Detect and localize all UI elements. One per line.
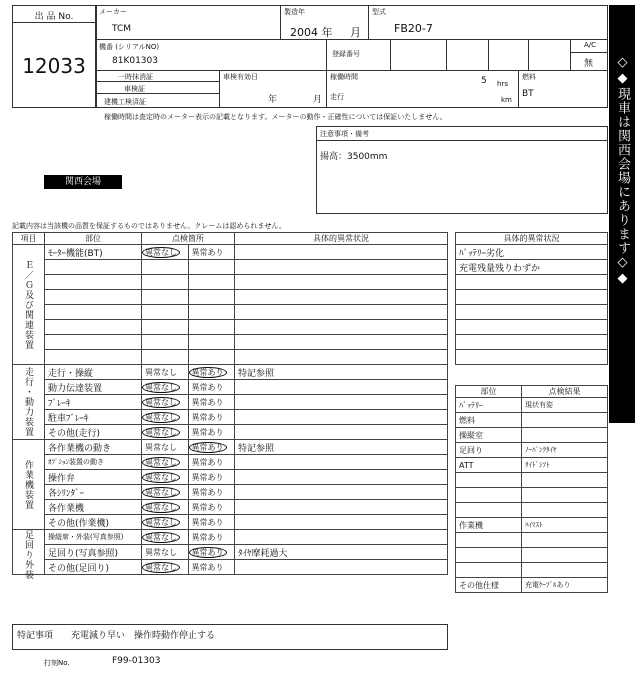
check-ok: 異常なし bbox=[145, 442, 177, 452]
detail-cell bbox=[235, 500, 448, 515]
table-row bbox=[13, 365, 448, 380]
maker-value: TCM bbox=[112, 24, 132, 34]
check-ng-cell bbox=[188, 395, 235, 410]
right-result-row bbox=[456, 398, 608, 413]
right-detail-cell bbox=[456, 305, 608, 320]
section-label: 足回り外装 bbox=[13, 530, 45, 575]
part-cell bbox=[45, 275, 142, 290]
right-part-cell bbox=[456, 503, 522, 518]
km-label: 走行 bbox=[330, 93, 344, 101]
special-box bbox=[12, 624, 448, 650]
year-value: 2004 年 bbox=[290, 26, 333, 39]
check-ok-cell bbox=[142, 395, 189, 410]
right-detail-row bbox=[456, 290, 608, 305]
check-ng: 異常あり bbox=[191, 502, 224, 512]
right-part-cell: その他仕様 bbox=[456, 578, 522, 593]
check-ng-cell bbox=[188, 530, 235, 545]
right-detail-header: 具体的異常状況 bbox=[456, 233, 608, 245]
detail-cell bbox=[235, 320, 448, 335]
part-cell: 操縦席・外装(写真参照) bbox=[45, 530, 142, 545]
inspection-year: 年 bbox=[268, 95, 278, 105]
part-cell: その他(作業機) bbox=[45, 515, 142, 530]
check-ok-cell bbox=[142, 410, 189, 425]
right-part-cell: 足回り bbox=[456, 443, 522, 458]
right-part-cell: 燃料 bbox=[456, 413, 522, 428]
part-cell: その他(走行) bbox=[45, 425, 142, 440]
right-result-cell: 充電ｹｰﾌﾞﾙあり bbox=[522, 578, 608, 593]
check-ng-cell bbox=[188, 470, 235, 485]
table-row bbox=[13, 395, 448, 410]
check-ok-cell bbox=[142, 275, 189, 290]
right-detail-row bbox=[456, 260, 608, 275]
right-detail-cell bbox=[456, 350, 608, 365]
right-result-cell bbox=[522, 473, 608, 488]
right-detail-row bbox=[456, 335, 608, 350]
special-label: 特記事項 bbox=[17, 631, 54, 641]
check-ng-cell bbox=[188, 410, 235, 425]
part-cell: 各作業機の動き bbox=[45, 440, 142, 455]
col-item: 項目 bbox=[13, 233, 45, 245]
right-result-cell bbox=[522, 503, 608, 518]
check-ok-cell bbox=[142, 320, 189, 335]
col-check: 点検箇所 bbox=[142, 233, 235, 245]
check-ok-cell bbox=[142, 455, 189, 470]
right-detail-cell bbox=[456, 290, 608, 305]
detail-cell bbox=[235, 260, 448, 275]
check-ng: 異常あり bbox=[191, 562, 224, 572]
table-row bbox=[13, 380, 448, 395]
check-ok-cell bbox=[142, 470, 189, 485]
detail-cell bbox=[235, 515, 448, 530]
check-ng-cell bbox=[188, 290, 235, 305]
right-result-row bbox=[456, 563, 608, 578]
detail-cell bbox=[235, 350, 448, 365]
table-row bbox=[13, 515, 448, 530]
check-ng: 異常あり bbox=[191, 412, 224, 422]
check-ok: 異常なし bbox=[142, 487, 180, 498]
detail-cell bbox=[235, 305, 448, 320]
table-row bbox=[13, 560, 448, 575]
part-cell: 各作業機 bbox=[45, 500, 142, 515]
right-detail-row bbox=[456, 245, 608, 260]
right-result-cell bbox=[522, 413, 608, 428]
check-ng: 異常あり bbox=[189, 442, 227, 453]
check-ng-cell bbox=[188, 440, 235, 455]
right-part-cell bbox=[456, 563, 522, 578]
check-ok-cell bbox=[142, 365, 189, 380]
part-cell: 走行・操縦 bbox=[45, 365, 142, 380]
stamp-label: 打刻No. bbox=[44, 659, 70, 667]
table-row bbox=[13, 455, 448, 470]
right-result-row bbox=[456, 503, 608, 518]
right-result-cell bbox=[522, 563, 608, 578]
month-unit: 月 bbox=[350, 26, 361, 39]
detail-cell bbox=[235, 485, 448, 500]
right-part-cell bbox=[456, 473, 522, 488]
right-result-row bbox=[456, 488, 608, 503]
table-row bbox=[13, 425, 448, 440]
part-cell: 足回り(写真参照) bbox=[45, 545, 142, 560]
right-detail-cell: ﾊﾞｯﾃﾘｰ劣化 bbox=[456, 245, 608, 260]
cert-construction: 建機工検済証 bbox=[104, 98, 146, 106]
check-ok-cell bbox=[142, 290, 189, 305]
fuel-label: 燃料 bbox=[522, 73, 536, 81]
check-ok-cell bbox=[142, 425, 189, 440]
detail-cell bbox=[235, 290, 448, 305]
part-cell bbox=[45, 305, 142, 320]
check-ng-cell bbox=[188, 500, 235, 515]
check-ok: 異常なし bbox=[142, 427, 180, 438]
check-ng: 異常あり bbox=[191, 382, 224, 392]
venue-label: 関西会場 bbox=[44, 175, 122, 189]
check-ok: 異常なし bbox=[142, 412, 180, 423]
check-ng-cell bbox=[188, 350, 235, 365]
section-label: 作業機装置 bbox=[13, 440, 45, 530]
check-ng: 異常あり bbox=[191, 487, 224, 497]
check-ng-cell bbox=[188, 275, 235, 290]
table-row bbox=[13, 320, 448, 335]
right-result-cell: ｻｲﾄﾞｼﾌﾄ bbox=[522, 458, 608, 473]
check-ng: 異常あり bbox=[191, 457, 224, 467]
check-ok-cell bbox=[142, 485, 189, 500]
right-result-row bbox=[456, 443, 608, 458]
table-row bbox=[13, 290, 448, 305]
check-ok: 異常なし bbox=[142, 472, 180, 483]
right-col-part: 部位 bbox=[456, 386, 522, 398]
ac-value: 無 bbox=[584, 59, 594, 69]
right-detail-cell bbox=[456, 320, 608, 335]
check-ok-cell bbox=[142, 305, 189, 320]
detail-cell bbox=[235, 410, 448, 425]
right-result-row bbox=[456, 413, 608, 428]
check-ng-cell bbox=[188, 515, 235, 530]
table-row bbox=[13, 335, 448, 350]
check-ok: 異常なし bbox=[142, 397, 180, 408]
year-label: 製造年 bbox=[284, 8, 305, 16]
check-ok: 異常なし bbox=[145, 367, 177, 377]
part-cell bbox=[45, 290, 142, 305]
detail-cell bbox=[235, 560, 448, 575]
check-ng-cell bbox=[188, 545, 235, 560]
check-ok: 異常なし bbox=[145, 547, 177, 557]
check-ng: 異常あり bbox=[191, 427, 224, 437]
right-part-cell: ATT bbox=[456, 458, 522, 473]
check-ok-cell bbox=[142, 440, 189, 455]
right-result-cell bbox=[522, 488, 608, 503]
check-ng-cell bbox=[188, 335, 235, 350]
check-ok: 異常なし bbox=[142, 502, 180, 513]
right-part-cell bbox=[456, 488, 522, 503]
model-value: FB20-7 bbox=[394, 22, 433, 35]
right-detail-row bbox=[456, 350, 608, 365]
check-ok-cell bbox=[142, 545, 189, 560]
check-ng-cell bbox=[188, 365, 235, 380]
right-result-cell bbox=[522, 428, 608, 443]
table-row bbox=[13, 350, 448, 365]
part-cell: 各ｼﾘﾝﾀﾞｰ bbox=[45, 485, 142, 500]
notes-label: 注意事項・備考 bbox=[320, 130, 369, 138]
lot-number: 12033 bbox=[22, 54, 86, 78]
detail-cell bbox=[235, 275, 448, 290]
disclaimer: 記載内容は当該機の品質を保証するものではありません。クレームは認められません。 bbox=[12, 222, 286, 230]
check-ng: 異常あり bbox=[191, 472, 224, 482]
check-ng: 異常あり bbox=[191, 532, 224, 542]
section-label: 走行・動力装置 bbox=[13, 365, 45, 440]
check-ok: 異常なし bbox=[142, 457, 180, 468]
notes-value: 揚高：3500mm bbox=[320, 152, 388, 162]
detail-cell bbox=[235, 395, 448, 410]
special-value: 充電減り早い 操作時動作停止する bbox=[71, 631, 216, 641]
check-ng-cell bbox=[188, 455, 235, 470]
right-result-table bbox=[455, 385, 608, 593]
side-banner bbox=[609, 5, 635, 423]
check-ng-cell bbox=[188, 305, 235, 320]
check-ok-cell bbox=[142, 380, 189, 395]
right-result-cell: 現状有姿 bbox=[522, 398, 608, 413]
right-result-row bbox=[456, 518, 608, 533]
check-ng-cell bbox=[188, 245, 235, 260]
detail-cell bbox=[235, 335, 448, 350]
check-ok: 異常なし bbox=[142, 247, 180, 258]
right-detail-cell: 充電残量残りわずか bbox=[456, 260, 608, 275]
right-detail-row bbox=[456, 275, 608, 290]
right-detail-cell bbox=[456, 335, 608, 350]
side-banner-text: ◇◆現車は関西会場にあります◇◆ bbox=[615, 55, 630, 287]
table-row bbox=[13, 485, 448, 500]
table-row bbox=[13, 440, 448, 455]
detail-cell bbox=[235, 530, 448, 545]
right-part-cell bbox=[456, 548, 522, 563]
part-cell: ﾌﾞﾚｰｷ bbox=[45, 395, 142, 410]
check-ok-cell bbox=[142, 350, 189, 365]
check-ng: 異常あり bbox=[191, 247, 224, 257]
part-cell bbox=[45, 320, 142, 335]
right-part-cell bbox=[456, 533, 522, 548]
col-detail: 具体的異常状況 bbox=[235, 233, 448, 245]
right-part-cell: ﾊﾞｯﾃﾘｰ bbox=[456, 398, 522, 413]
check-ok-cell bbox=[142, 530, 189, 545]
part-cell: ﾓｰﾀｰ機能(BT) bbox=[45, 245, 142, 260]
right-part-cell: 操縦室 bbox=[456, 428, 522, 443]
hours-value: 5 bbox=[481, 76, 487, 86]
right-result-cell bbox=[522, 533, 608, 548]
hours-label: 稼働時間 bbox=[330, 73, 358, 81]
maker-label: メーカー bbox=[99, 8, 127, 16]
detail-cell: ﾀｲﾔ摩耗過大 bbox=[235, 545, 448, 560]
part-cell: ｵﾌﾟｼｮﾝ装置の動き bbox=[45, 455, 142, 470]
stamp-value: F99-01303 bbox=[112, 656, 161, 666]
inspection-label: 車検有効日 bbox=[223, 73, 258, 81]
part-cell: 動力伝達装置 bbox=[45, 380, 142, 395]
detail-cell bbox=[235, 380, 448, 395]
table-row bbox=[13, 545, 448, 560]
table-row bbox=[13, 410, 448, 425]
detail-cell: 特記参照 bbox=[235, 440, 448, 455]
check-ng-cell bbox=[188, 380, 235, 395]
right-part-cell: 作業機 bbox=[456, 518, 522, 533]
part-cell: その他(足回り) bbox=[45, 560, 142, 575]
table-row bbox=[13, 245, 448, 260]
detail-cell bbox=[235, 425, 448, 440]
check-ok-cell bbox=[142, 335, 189, 350]
part-cell: 操作弁 bbox=[45, 470, 142, 485]
right-detail-row bbox=[456, 305, 608, 320]
km-unit: km bbox=[501, 96, 512, 104]
check-ng-cell bbox=[188, 560, 235, 575]
part-cell: 駐車ﾌﾞﾚｰｷ bbox=[45, 410, 142, 425]
right-detail-row bbox=[456, 320, 608, 335]
detail-cell bbox=[235, 245, 448, 260]
section-label: Ｅ／Ｇ及び関連装置 bbox=[13, 245, 45, 365]
check-ok-cell bbox=[142, 500, 189, 515]
check-ng-cell bbox=[188, 485, 235, 500]
fuel-value: BT bbox=[522, 89, 534, 99]
reg-label: 登録番号 bbox=[332, 50, 360, 58]
inspection-month: 月 bbox=[313, 95, 323, 105]
detail-cell: 特記参照 bbox=[235, 365, 448, 380]
check-ok-cell bbox=[142, 245, 189, 260]
right-detail-table bbox=[455, 232, 608, 365]
table-row bbox=[13, 260, 448, 275]
table-row bbox=[13, 275, 448, 290]
hours-unit: hrs bbox=[497, 80, 508, 88]
check-ng-cell bbox=[188, 425, 235, 440]
check-ok-cell bbox=[142, 260, 189, 275]
check-ok: 異常なし bbox=[142, 382, 180, 393]
right-result-row bbox=[456, 533, 608, 548]
right-result-row bbox=[456, 458, 608, 473]
check-ng: 異常あり bbox=[189, 367, 227, 378]
right-result-cell: ﾉｰﾊﾟﾝｸﾀｲﾔ bbox=[522, 443, 608, 458]
right-result-row bbox=[456, 473, 608, 488]
check-ok-cell bbox=[142, 515, 189, 530]
inspection-table bbox=[12, 232, 448, 580]
check-ok: 異常なし bbox=[142, 517, 180, 528]
cert-temp-cancel: 一時抹消証 bbox=[118, 73, 153, 81]
model-label: 型式 bbox=[372, 8, 386, 16]
right-result-row bbox=[456, 428, 608, 443]
check-ng-cell bbox=[188, 320, 235, 335]
part-cell bbox=[45, 335, 142, 350]
check-ng: 異常あり bbox=[191, 397, 224, 407]
detail-cell bbox=[235, 455, 448, 470]
right-detail-cell bbox=[456, 275, 608, 290]
right-result-cell: ﾊｲﾏｽﾄ bbox=[522, 518, 608, 533]
lot-label: 出 品 No. bbox=[34, 12, 74, 22]
check-ok-cell bbox=[142, 560, 189, 575]
detail-cell bbox=[235, 470, 448, 485]
check-ok: 異常なし bbox=[142, 532, 180, 543]
check-ok: 異常なし bbox=[142, 562, 180, 573]
part-cell bbox=[45, 260, 142, 275]
right-result-row bbox=[456, 578, 608, 593]
table-row bbox=[13, 530, 448, 545]
col-part: 部位 bbox=[45, 233, 142, 245]
check-ng: 異常あり bbox=[191, 517, 224, 527]
right-result-cell bbox=[522, 548, 608, 563]
table-row bbox=[13, 305, 448, 320]
table-row bbox=[13, 470, 448, 485]
right-result-row bbox=[456, 548, 608, 563]
check-ng-cell bbox=[188, 260, 235, 275]
cert-inspection: 車検証 bbox=[124, 85, 145, 93]
serial-label: 機番 (シリアルNO) bbox=[99, 43, 160, 51]
hours-notice: 稼働時間は査定時のメーター表示の記載となります。メーターの動作・正確性については保証いたしません。 bbox=[104, 113, 447, 121]
check-ng: 異常あり bbox=[189, 547, 227, 558]
lot-box bbox=[12, 5, 96, 108]
right-col-result: 点検結果 bbox=[522, 386, 608, 398]
table-row bbox=[13, 500, 448, 515]
serial-value: 81K01303 bbox=[112, 56, 158, 66]
part-cell bbox=[45, 350, 142, 365]
ac-label: A/C bbox=[584, 41, 597, 49]
